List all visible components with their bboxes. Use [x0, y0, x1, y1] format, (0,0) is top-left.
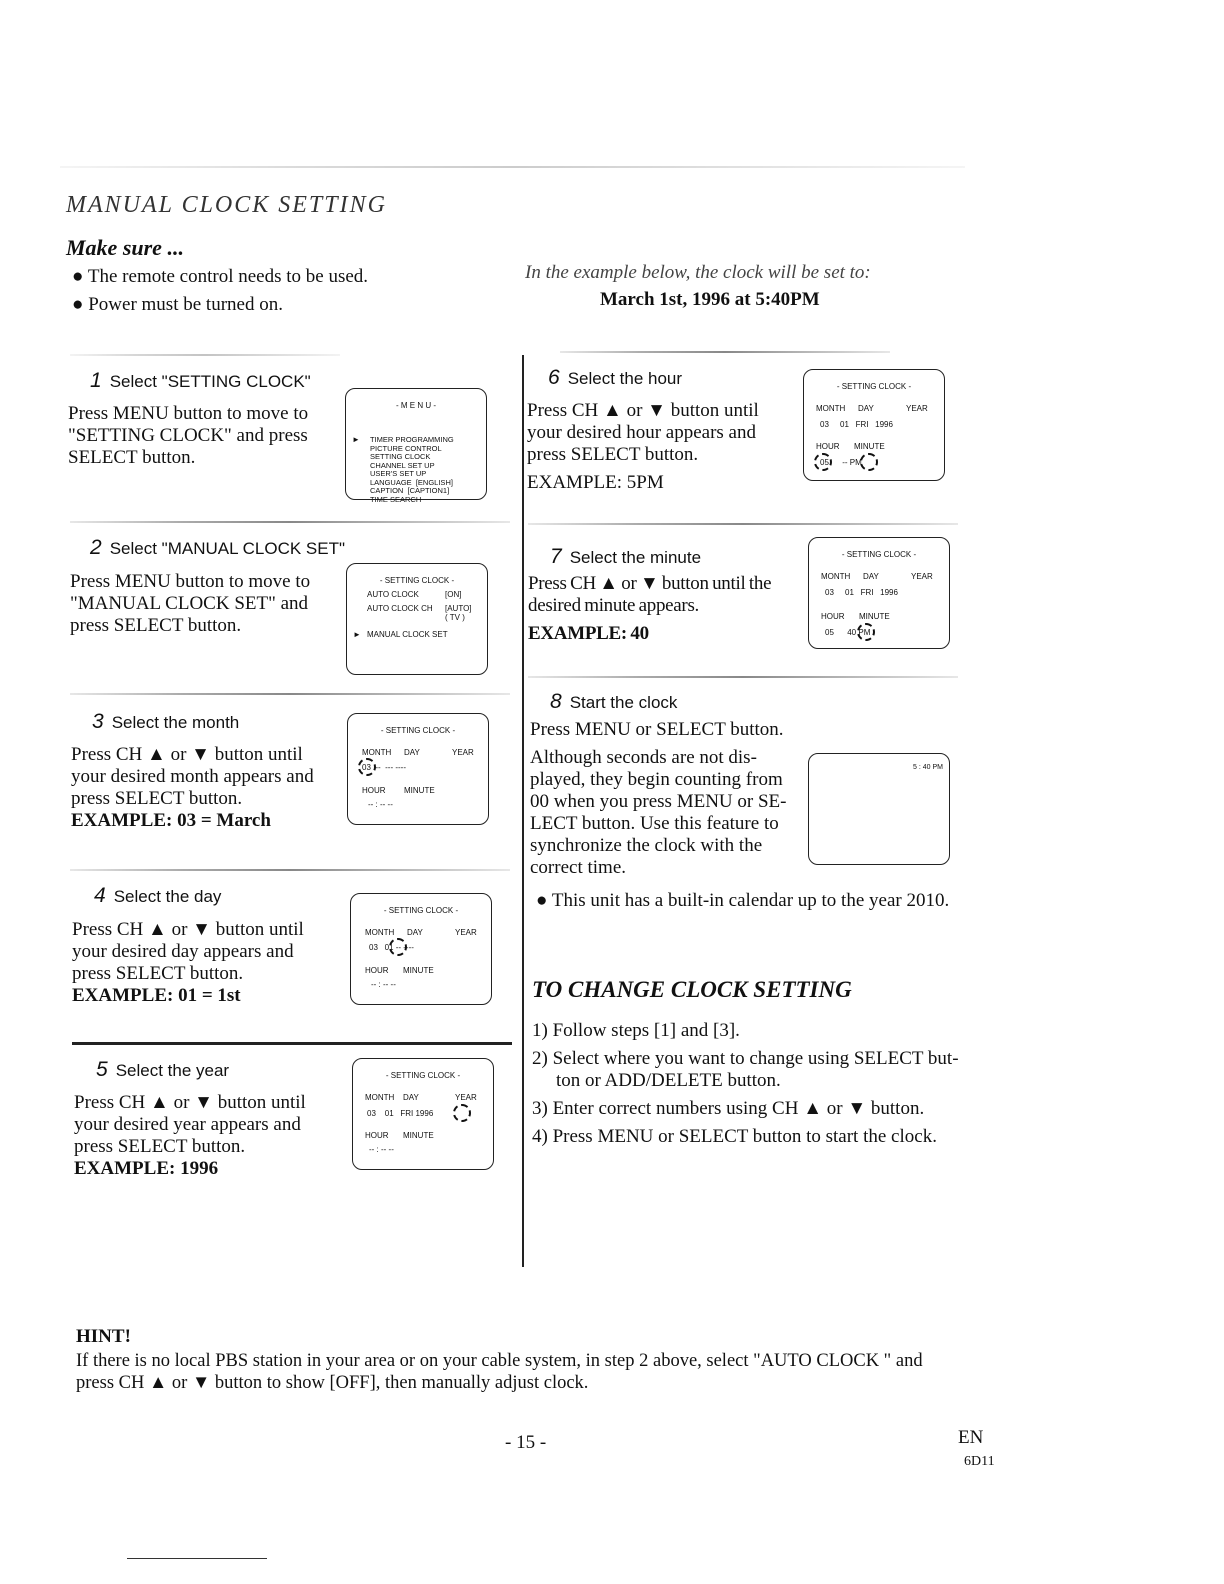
day-screen [350, 893, 492, 1005]
example: EXAMPLE: 5PM [527, 472, 664, 493]
divider [528, 676, 958, 678]
step-7-body [528, 573, 796, 645]
line: your desired hour appears and [527, 422, 756, 443]
hint-text [76, 1350, 923, 1394]
line: played, they begin counting from [530, 769, 783, 790]
divider [70, 869, 510, 871]
screen-header: - SETTING CLOCK - [836, 382, 912, 391]
step-4-title [94, 884, 221, 908]
screen-header: - SETTING CLOCK - [385, 1071, 461, 1080]
label: YEAR [452, 748, 474, 757]
step-3-body [71, 744, 314, 832]
year-screen [352, 1058, 494, 1170]
time-row: -- : -- -- [371, 980, 396, 989]
label: YEAR [455, 1093, 477, 1102]
step-number: 3 [92, 710, 104, 733]
step-title-text: Select the hour [567, 369, 683, 388]
line: SELECT button. [68, 447, 196, 468]
menu-item: TIME SEARCH [370, 494, 422, 504]
change-heading: TO CHANGE CLOCK SETTING [532, 977, 852, 1002]
label: MINUTE [403, 966, 434, 975]
menu-item: TIMER PROGRAMMING [370, 435, 454, 444]
label: HOUR [816, 442, 840, 451]
time-row: 05 40 PM [825, 628, 871, 637]
step-2-body [70, 571, 310, 637]
step-title-text: Start the clock [569, 693, 678, 712]
step-number: 7 [550, 545, 562, 568]
footer-line [127, 1558, 267, 1559]
label: YEAR [455, 928, 477, 937]
label: YEAR [906, 404, 928, 413]
menu-item: LANGUAGE [ENGLISH] [370, 477, 453, 487]
label: DAY [858, 404, 874, 413]
label: HOUR [365, 966, 389, 975]
line: desired minute appears. [528, 595, 700, 616]
step-2-title [90, 536, 345, 560]
hour-screen [803, 369, 945, 481]
blink-icon [860, 453, 878, 471]
date-row: 03 01 -- ---- [369, 943, 414, 952]
example: EXAMPLE: 40 [528, 623, 649, 644]
line: Press CH ▲ or ▼ button until [527, 400, 759, 421]
label: DAY [863, 572, 879, 581]
language-code: EN [958, 1427, 984, 1448]
clock-time: 5 : 40 PM [913, 764, 943, 771]
make-sure-heading: Make sure ... [66, 235, 184, 260]
calendar-note: ● This unit has a built-in calendar up to the year 2010. [536, 890, 950, 911]
line: press SELECT button. [74, 1136, 246, 1157]
line: Press MENU button to move to [70, 571, 311, 592]
label: HOUR [362, 786, 386, 795]
line: press SELECT button. [527, 444, 699, 465]
item-text: The remote control needs to be used. [87, 266, 369, 287]
label: DAY [403, 1093, 419, 1102]
menu-item: PICTURE CONTROL [370, 443, 442, 453]
menu-item: MANUAL CLOCK SET [367, 630, 448, 639]
label: MINUTE [859, 612, 890, 621]
list-item: 3) Enter correct numbers using CH ▲ or ▼ button. [532, 1098, 925, 1119]
date-row: 03 01 FRI 1996 [367, 1109, 434, 1118]
example-intro: In the example below, the clock will be set to: [525, 262, 871, 283]
divider [70, 354, 340, 356]
menu-value: [AUTO] ( TV ) [445, 604, 472, 622]
item-text: Power must be turned on. [88, 294, 283, 315]
list-item: 1) Follow steps [1] and [3]. [532, 1020, 740, 1041]
line: Although seconds are not dis- [530, 747, 757, 768]
time-row: -- : -- -- [369, 1145, 394, 1154]
date-row: 03 -- --- ---- [362, 763, 406, 772]
label: HOUR [821, 612, 845, 621]
line: Press CH ▲ or ▼ button until [74, 1092, 306, 1113]
hint-heading: HINT! [76, 1326, 131, 1347]
minute-screen [808, 537, 950, 649]
line: correct time. [530, 857, 627, 878]
step-3-title [92, 710, 239, 734]
list-item: ton or ADD/DELETE button. [556, 1070, 781, 1091]
example-value: March 1st, 1996 at 5:40PM [600, 289, 820, 310]
note-text: This unit has a built-in calendar up to the year 2010. [551, 890, 950, 911]
menu-value: [ON] [445, 590, 462, 599]
menu-item: USER'S SET UP [370, 469, 427, 478]
line: Press MENU button to move to [68, 403, 309, 424]
step-6-body [527, 400, 759, 494]
divider [528, 523, 958, 525]
label: HOUR [365, 1131, 389, 1140]
label: MINUTE [404, 786, 435, 795]
make-sure-item: ● Power must be turned on. [72, 294, 283, 315]
line: your desired year appears and [74, 1114, 301, 1135]
label: MONTH [362, 748, 392, 757]
label: MONTH [821, 572, 851, 581]
line: Press CH ▲ or ▼ button until [71, 744, 303, 765]
step-5-body [74, 1092, 306, 1180]
line: press SELECT button. [71, 788, 243, 809]
screen-header: - SETTING CLOCK - [383, 906, 459, 915]
screen-header: - SETTING CLOCK - [380, 726, 456, 735]
step-title-text: Select the month [111, 713, 240, 732]
line: your desired month appears and [71, 766, 314, 787]
step-1-title [90, 369, 311, 393]
example: EXAMPLE: 03 = March [71, 810, 271, 831]
date-row: 03 01 FRI 1996 [820, 420, 893, 429]
line: Press CH ▲ or ▼ button until [72, 919, 304, 940]
model-code: 6D11 [964, 1454, 995, 1469]
step-number: 5 [96, 1058, 108, 1081]
screen-header: - SETTING CLOCK - [379, 576, 455, 585]
step-title-text: Select the day [113, 887, 222, 906]
example: EXAMPLE: 01 = 1st [72, 985, 241, 1006]
example: EXAMPLE: 1996 [74, 1158, 219, 1179]
screen-header: - M E N U - [396, 401, 436, 410]
line: 00 when you press MENU or SE- [530, 791, 787, 812]
line: press CH ▲ or ▼ button to show [OFF], then manually adjust clock. [76, 1373, 589, 1393]
step-title-text: Select "MANUAL CLOCK SET" [109, 539, 346, 558]
menu-item: CAPTION [CAPTION1] [370, 486, 450, 495]
label: MONTH [365, 928, 395, 937]
divider [72, 1042, 512, 1045]
divider [70, 693, 510, 695]
label: MINUTE [403, 1131, 434, 1140]
step-4-body [72, 919, 304, 1007]
divider [70, 521, 510, 523]
label: DAY [407, 928, 423, 937]
setting-clock-screen [346, 563, 488, 675]
month-screen [347, 713, 489, 825]
label: MINUTE [854, 442, 885, 451]
menu-screen [345, 388, 487, 504]
blink-icon [453, 1104, 471, 1122]
menu-item: SETTING CLOCK [370, 452, 431, 461]
page-title: MANUAL CLOCK SETTING [66, 192, 387, 218]
line: If there is no local PBS station in your area or on your cable system, in step 2 above, select "AUTO CLOCK " and [76, 1351, 923, 1371]
menu-item: AUTO CLOCK [367, 590, 419, 599]
list-item: 2) Select where you want to change using SELECT but- [532, 1048, 959, 1069]
step-number: 4 [94, 884, 106, 907]
step-8-body [530, 719, 786, 879]
column-divider [522, 355, 524, 1267]
step-6-title [548, 366, 682, 390]
line: "SETTING CLOCK" and press [68, 425, 308, 446]
step-title-text: Select the year [115, 1061, 230, 1080]
list-item: 4) Press MENU or SELECT button to start the clock. [532, 1126, 937, 1147]
page-number: - 15 - [505, 1432, 547, 1453]
step-1-body [68, 403, 308, 469]
step-8-title [550, 690, 677, 714]
time-row: -- : -- -- [368, 800, 393, 809]
step-7-title [550, 545, 701, 569]
change-steps [532, 1020, 959, 1148]
step-number: 8 [550, 690, 562, 713]
line: Press MENU or SELECT button. [530, 719, 784, 740]
step-title-text: Select the minute [569, 548, 702, 567]
step-number: 6 [548, 366, 560, 389]
pointer-icon: ► [352, 435, 360, 444]
label: DAY [404, 748, 420, 757]
line: Press CH ▲ or ▼ button until the [528, 573, 772, 594]
line: your desired day appears and [72, 941, 294, 962]
pointer-icon: ► [353, 630, 361, 639]
line: "MANUAL CLOCK SET" and [70, 593, 309, 614]
make-sure-item: ● The remote control needs to be used. [72, 266, 369, 287]
divider [60, 166, 965, 168]
time-row: 05 -- PM [820, 458, 862, 467]
menu-item: AUTO CLOCK CH [367, 604, 433, 613]
step-number: 1 [90, 369, 102, 392]
step-5-title [96, 1058, 229, 1082]
step-number: 2 [90, 536, 102, 559]
line: synchronize the clock with the [530, 835, 763, 856]
clock-display-screen [808, 753, 950, 865]
step-title-text: Select "SETTING CLOCK" [109, 372, 311, 391]
menu-list [370, 419, 454, 521]
label: MONTH [816, 404, 846, 413]
label: MONTH [365, 1093, 395, 1102]
divider [560, 351, 890, 353]
line: press SELECT button. [72, 963, 244, 984]
menu-item: CHANNEL SET UP [370, 460, 435, 470]
label: YEAR [911, 572, 933, 581]
line: LECT button. Use this feature to [530, 813, 779, 834]
line: press SELECT button. [70, 615, 242, 636]
date-row: 03 01 FRI 1996 [825, 588, 898, 597]
screen-header: - SETTING CLOCK - [841, 550, 917, 559]
